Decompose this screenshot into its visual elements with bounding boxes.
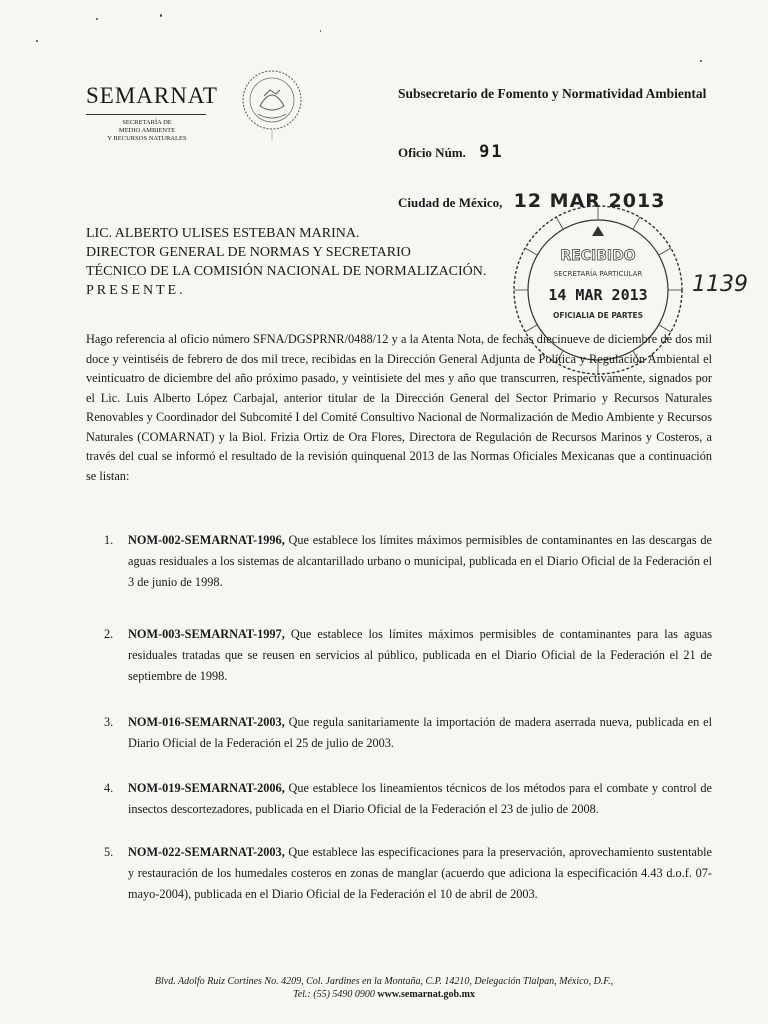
nom-description: Que establece los lineamientos técnicos de los métodos para el combate y control de insectos descortezadores, publicada en el Diario Oficial de la Federación el 23 de julio de 2008. [128,781,712,816]
scan-speck [700,60,702,62]
scan-speck [36,40,38,42]
stamp-office: SECRETARÍA PARTICULAR [553,270,643,278]
body-paragraph: Hago referencia al oficio número SFNA/DGSPRNR/0488/12 y a la Atenta Nota, de fechas diecinueve de diciembre de dos mil doce y veintiséis de febrero de dos mil trece, recibidas en la Dirección General Adjunta de Política y Regulación Ambiental el veinticuatro de diciembre del año próximo pasado, y veintisiete del mes y año que transcurren, respectivamente, signados por el Lic. Luis Alberto López Carbajal, anterior titular de la Dirección General del Sector Primario y Recursos Naturales Renovables y Coordinador del Subcomité I del Comité Consultivo Nacional de Normalización de Medio Ambiente y Recursos Naturales (COMARNAT) y la Biol. Frizia Ortiz de Ora Flores, Directora de Regulación de Recursos Marinos y Costeros, a través del cual se informó el resultado de la revisión quinquenal 2013 de las Normas Oficiales Mexicanas que a continuación se listan: [86,332,712,483]
ciudad-label: Ciudad de México, [398,195,503,210]
list-item [86,842,712,912]
nom-description: Que regula sanitariamente la importación de madera aserrada nueva, publicada en el Diario Oficial de la Federación el 25 de julio de 2003. [128,715,712,750]
logo-sub-line-2: MEDIO AMBIENTE [118,127,176,134]
nom-description: Que establece los límites máximos permisibles de contaminantes en las descargas de aguas residuales a los sistemas de alcantarillado urbano o municipal, publicada en el Diario Oficial de la Federación el 3 de junio de 1998. [128,533,712,589]
footer-website: www.semarnat.gob.mx [377,989,475,1000]
nom-code: NOM-003-SEMARNAT-1997, [128,627,285,641]
logo-word: SEMARNAT [86,83,218,108]
nom-code: NOM-016-SEMARNAT-2003, [128,715,285,729]
handwritten-number: 1139 [692,272,748,297]
stamp-date: 14 MAR 2013 [548,286,648,304]
footer-contact [0,988,768,1001]
scan-speck [160,14,162,17]
list-item [86,530,712,624]
nom-list [86,530,712,912]
item-number: 3. [104,715,114,729]
item-number: 5. [104,845,114,859]
logo-sub-line-1: SECRETARÍA DE [122,119,172,126]
footer [0,975,768,1001]
oficio-number: 91 [479,142,504,162]
stamp-dept: OFICIALIA DE PARTES [552,311,644,320]
national-seal-icon [240,66,304,144]
list-item [86,624,712,712]
logo-rule [86,114,206,115]
nom-code: NOM-002-SEMARNAT-1996, [128,533,285,547]
scan-speck [96,18,98,20]
nom-description: Que establece las especificaciones para la preservación, aprovechamiento sustentable y restauración de los humedales costeros en zonas de manglar (acuerdo que adiciona la especificación 4.43 d.o.f. 07-mayo-2004), publicada en el Diario Oficial de la Federación el 10 de abril de 2003. [128,845,712,901]
subsecretaria-heading: Subsecretario de Fomento y Normatividad Ambiental [398,86,707,101]
addressee-title-1: DIRECTOR GENERAL DE NORMAS Y SECRETARIO [86,245,411,260]
item-number: 1. [104,533,114,547]
logo-sub-line-3: Y RECURSOS NATURALES [107,135,187,142]
presente: PRESENTE. [86,283,186,298]
addressee-name: LIC. ALBERTO ULISES ESTEBAN MARINA. [86,226,360,241]
footer-address: Blvd. Adolfo Ruiz Cortines No. 4209, Col. Jardines en la Montaña, C.P. 14210, Delegación Tlalpan, México, D.F., [154,976,614,987]
semarnat-logo [86,84,216,143]
footer-tel: Tel.: (55) 5490 0900 [293,989,375,1000]
nom-code: NOM-019-SEMARNAT-2006, [128,781,285,795]
nom-description: Que establece los límites máximos permisibles de contaminantes para las aguas residuales tratadas que se reusen en servicios al público, publicada en el Diario Oficial de la Federación el 21 de septiembre de 1998. [128,627,712,683]
stamped-date: 12 MAR 2013 [513,190,666,212]
stamp-word: RECIBIDO [560,248,636,264]
oficio-line [398,142,504,162]
oficio-label: Oficio Núm. [398,145,466,160]
list-item [86,778,712,842]
item-number: 2. [104,627,114,641]
addressee-title-2: TÉCNICO DE LA COMISIÓN NACIONAL DE NORMALIZACIÓN. [86,264,487,279]
scan-speck [320,30,321,32]
addressee-block [86,224,486,300]
list-item [86,712,712,778]
item-number: 4. [104,781,114,795]
stamp-arrow-icon [592,226,604,236]
nom-code: NOM-022-SEMARNAT-2003, [128,845,285,859]
